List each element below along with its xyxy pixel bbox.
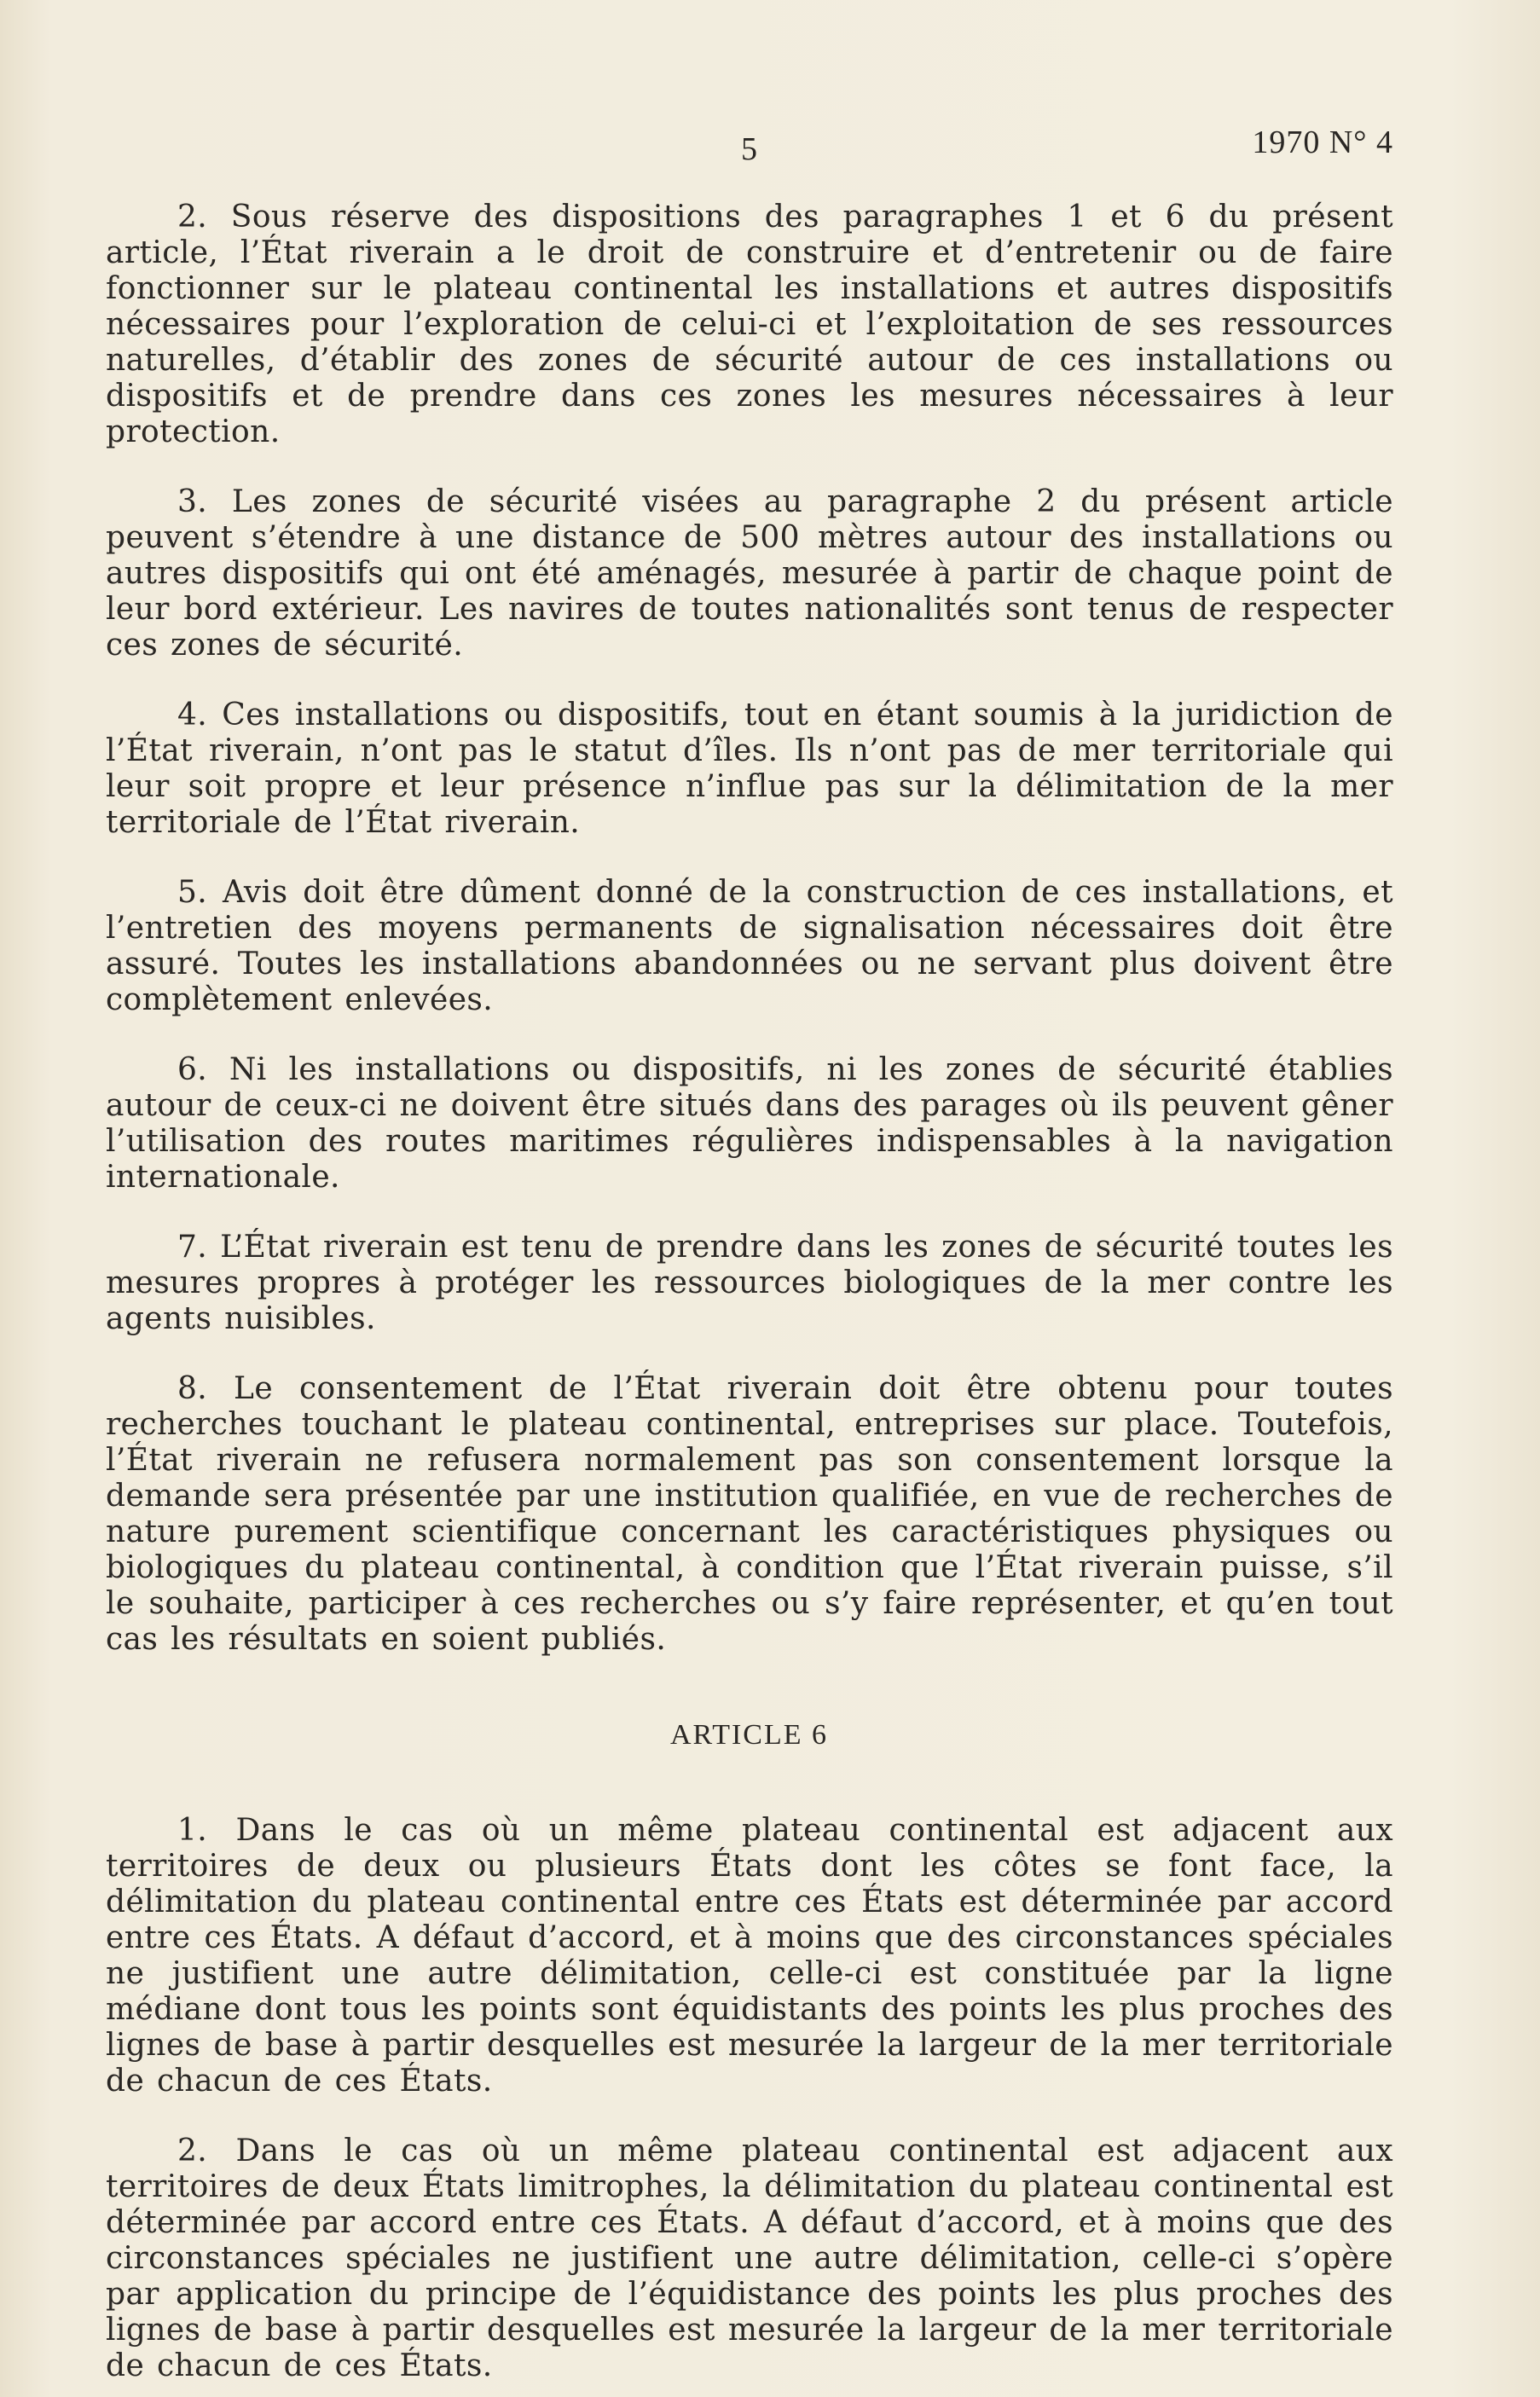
paragraph-5-2: 2. Sous réserve des dispositions des paragraphes 1 et 6 du présent article, l’État riverain a le droit de construire et d’entretenir ou de faire fonctionner sur le plateau continental les installations et autres dispositifs nécessaires pour l’exploration de celui-ci et l’exploitation de ses ressources naturelles, d’établir des zones de sécurité autour de ces installations ou dispositifs et de prendre dans ces zones les mesures nécessaires à leur protection. <box>106 200 1393 449</box>
paragraph-5-5: 5. Avis doit être dûment donné de la construction de ces installations, et l’entretien des moyens permanents de signalisation nécessaires doit être assuré. Toutes les installations abandonnées ou ne servant plus doivent être complètement enlevées. <box>106 875 1393 1017</box>
paragraph-5-3: 3. Les zones de sécurité visées au paragraphe 2 du présent article peuvent s’étendre à une distance de 500 mètres autour des installations ou autres dispositifs qui ont été aménagés, mesurée à partir de chaque point de leur bord extérieur. Les navires de toutes nationalités sont tenus de respecter ces zones de sécurité. <box>106 484 1393 663</box>
paragraph-6-2: 2. Dans le cas où un même plateau continental est adjacent aux territoires de deux États limitrophes, la délimitation du plateau continental est déterminée par accord entre ces États. A défaut d’accord, et à moins que des circonstances spéciales ne justifient une autre délimitation, celle-ci s’opère par application du principe de l’équidistance des points les plus proches des lignes de base à partir desquelles est mesurée la largeur de la mer territoriale de chacun de ces États. <box>106 2134 1393 2383</box>
paragraph-5-6: 6. Ni les installations ou dispositifs, ni les zones de sécurité établies autour de ceux-ci ne doivent être situés dans des parages où ils peuvent gêner l’utilisation des routes maritimes régulières indispensables à la navigation internationale. <box>106 1052 1393 1195</box>
paragraph-5-8: 8. Le consentement de l’État riverain doit être obtenu pour toutes recherches touchant le plateau continental, entreprises sur place. Toutefois, l’État riverain ne refusera normalement pas son consentement lorsque la demande sera présentée par une institution qualifiée, en vue de recherches de nature purement scientifique concernant les caractéristiques physiques ou biologiques du plateau continental, à condition que l’État riverain puisse, s’il le souhaite, participer à ces recherches ou s’y faire représenter, et qu’en tout cas les résultats en soient publiés. <box>106 1371 1393 1657</box>
page-content <box>106 119 1393 2384</box>
paragraph-5-7: 7. L’État riverain est tenu de prendre dans les zones de sécurité toutes les mesures propres à protéger les ressources biologiques de la mer contre les agents nuisibles. <box>106 1230 1393 1336</box>
page-header <box>106 119 1393 171</box>
document-reference: 1970 N° 4 <box>1252 124 1393 160</box>
page-number: 5 <box>741 131 757 167</box>
paragraph-6-1: 1. Dans le cas où un même plateau continental est adjacent aux territoires de deux ou plusieurs États dont les côtes se font face, la délimitation du plateau continental entre ces États est déterminée par accord entre ces États. A défaut d’accord, et à moins que des circonstances spéciales ne justifient une autre délimitation, celle-ci est constituée par la ligne médiane dont tous les points sont équidistants des points les plus proches des lignes de base à partir desquelles est mesurée la largeur de la mer territoriale de chacun de ces États. <box>106 1813 1393 2099</box>
paragraph-5-4: 4. Ces installations ou dispositifs, tout en étant soumis à la juridiction de l’État riverain, n’ont pas le statut d’îles. Ils n’ont pas de mer territoriale qui leur soit propre et leur présence n’influe pas sur la délimitation de la mer territoriale de l’État riverain. <box>106 698 1393 840</box>
article-6-heading: ARTICLE 6 <box>670 1719 828 1751</box>
